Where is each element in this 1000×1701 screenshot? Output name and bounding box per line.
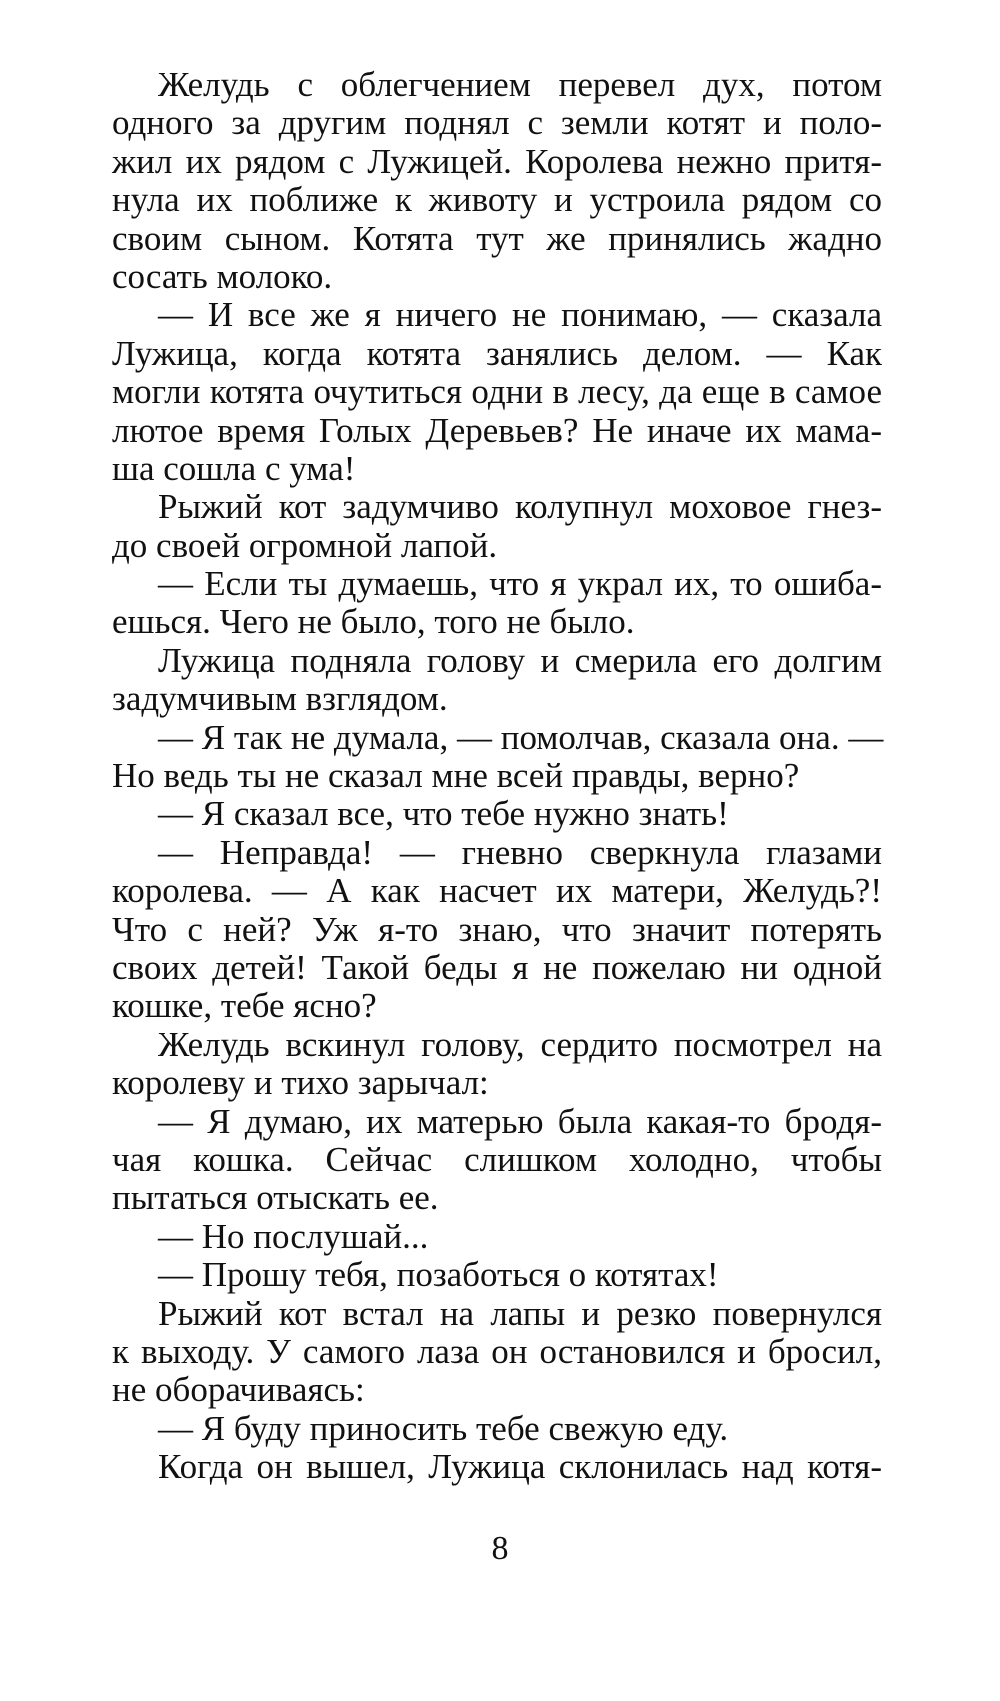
text-line: — Я сказал все, что тебе нужно знать! (158, 794, 729, 834)
text-line: — Прошу тебя, позаботься о котятах! (158, 1255, 719, 1295)
text-line: своих детей! Такой беды я не пожелаю ни одной (112, 947, 882, 987)
text-line: — Я думаю, их матерью была какая-то бродя- (158, 1101, 882, 1141)
text-line: — И все же я ничего не понимаю, — сказала (158, 295, 882, 335)
text-line: своим сыном. Котята тут же принялись жадно (112, 218, 882, 258)
text-line: кошке, тебе ясно? (112, 986, 377, 1026)
text-line: нула их поближе к животу и устроила рядом со (112, 180, 882, 220)
text-line: к выходу. У самого лаза он остановился и бросил, (112, 1331, 882, 1371)
text-line: могли котята очутиться одни в лесу, да еще в самое (112, 372, 882, 412)
text-line: жил их рядом с Лужицей. Королева нежно притя- (112, 141, 882, 181)
text-line: — Если ты думаешь, что я украл их, то ошиба- (158, 564, 882, 604)
text-line: лютое время Голых Деревьев? Не иначе их мама- (112, 410, 882, 450)
text-line: — Я так не думала, — помолчав, сказала она. — (158, 717, 884, 757)
text-line: не оборачиваясь: (112, 1370, 365, 1410)
text-line: задумчивым взглядом. (112, 679, 448, 719)
text-line: Лужица, когда котята занялись делом. — Как (112, 333, 882, 373)
text-line: Желудь с облегчением перевел дух, потом (158, 65, 882, 104)
text-line: Когда он вышел, Лужица склонилась над котя- (158, 1447, 882, 1487)
text-line: Но ведь ты не сказал мне всей правды, верно? (112, 756, 800, 796)
text-line: ешься. Чего не было, того не было. (112, 602, 635, 642)
text-line: до своей огромной лапой. (112, 525, 498, 565)
text-line: Рыжий кот задумчиво колупнул моховое гнез- (158, 487, 882, 527)
text-line: — Неправда! — гневно сверкнула глазами (158, 832, 882, 872)
text-line: ша сошла с ума! (112, 448, 356, 488)
text-line: одного за другим поднял с земли котят и поло- (112, 103, 882, 143)
text-line: сосать молоко. (112, 256, 333, 296)
text-line: Желудь вскинул голову, сердито посмотрел на (158, 1024, 882, 1064)
text-line: — Но послушай... (158, 1216, 429, 1256)
text-line: королева. — А как насчет их матери, Желудь?! (112, 871, 882, 911)
text-line: Лужица подняла голову и смерила его долгим (158, 640, 882, 680)
body-text (112, 66, 882, 1486)
page-number: 8 (491, 1530, 509, 1567)
text-line: — Я буду приносить тебе свежую еду. (158, 1408, 729, 1448)
text-line: пытаться отыскать ее. (112, 1178, 439, 1218)
text-line: королеву и тихо зарычал: (112, 1063, 489, 1103)
text-line: Рыжий кот встал на лапы и резко повернулся (158, 1293, 882, 1333)
text-line: Что с ней? Уж я-то знаю, что значит потерять (112, 909, 882, 949)
text-line: чая кошка. Сейчас слишком холодно, чтобы (112, 1139, 882, 1179)
